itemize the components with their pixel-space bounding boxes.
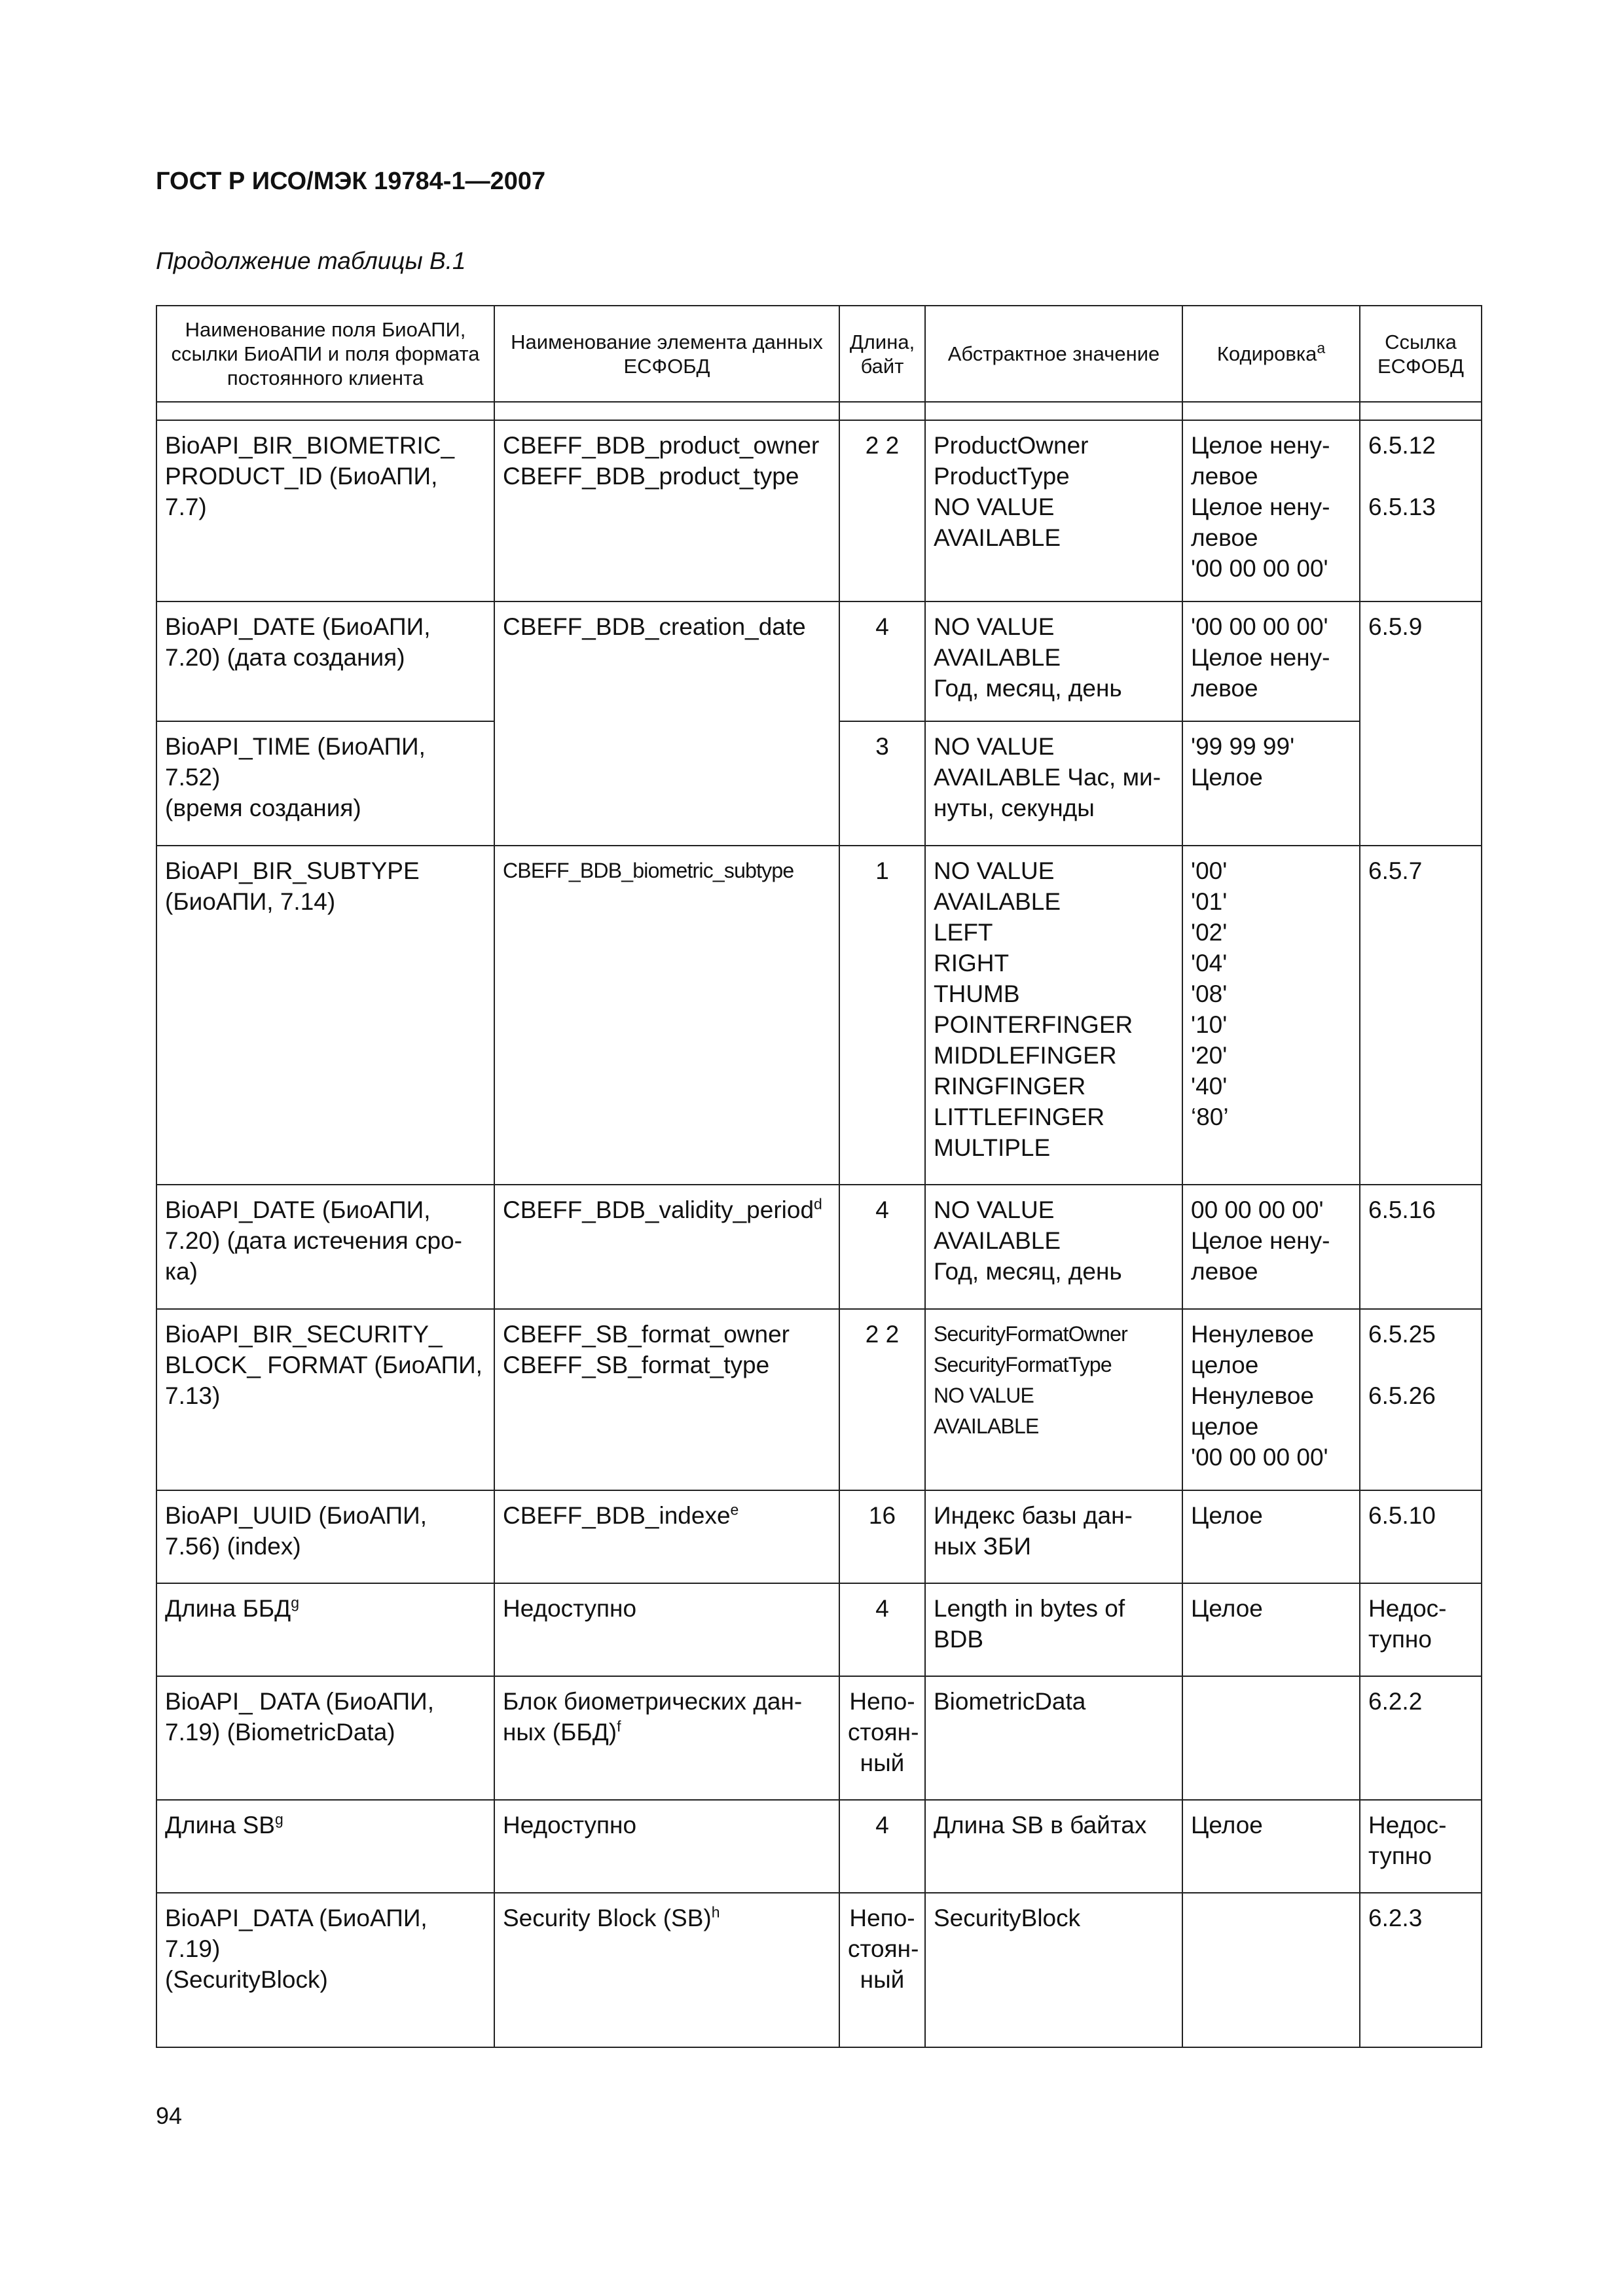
cell-field: BioAPI_BIR_SECURITY_ BLOCK_ FORMAT (БиоАПИ, 7.13): [156, 1309, 494, 1490]
table-row: [156, 1490, 1482, 1583]
cell-field-text: Длина SB: [165, 1812, 275, 1839]
cell-encoding: Ненулевое целое Ненулевое целое '00 00 00 00': [1182, 1309, 1360, 1490]
cell-field: BioAPI_UUID (БиоАПИ, 7.56) (index): [156, 1490, 494, 1583]
cell-field: BioAPI_DATA (БиоАПИ, 7.19) (SecurityBlock): [156, 1893, 494, 2047]
table-row: [156, 1893, 1482, 2047]
table-row: [156, 1583, 1482, 1676]
col-header-value: Абстрактное значение: [925, 306, 1182, 402]
col-header-field: Наименование поля БиоАПИ, ссылки БиоАПИ и поля формата постоянного клиента: [156, 306, 494, 402]
table-row: [156, 601, 1482, 721]
col-header-encoding-label: Кодировка: [1216, 342, 1317, 365]
footnote-mark: e: [730, 1501, 739, 1518]
cell-field: BioAPI_TIME (БиоАПИ, 7.52) (время создания): [156, 721, 494, 846]
cell-field: BioAPI_DATE (БиоАПИ, 7.20) (дата создания): [156, 601, 494, 721]
table-row: [156, 1185, 1482, 1309]
cell-encoding: [1182, 1893, 1360, 2047]
cell-ref: 6.5.25 6.5.26: [1360, 1309, 1482, 1490]
cell-encoding: '00 00 00 00' Целое нену- левое: [1182, 601, 1360, 721]
table-row: [156, 1800, 1482, 1893]
table-row: [156, 1676, 1482, 1800]
cell-ref: 6.5.12 6.5.13: [1360, 420, 1482, 601]
cell-value: Length in bytes of BDB: [925, 1583, 1182, 1676]
cell-encoding: Целое: [1182, 1490, 1360, 1583]
cell-length: Непо- стоян- ный: [839, 1893, 925, 2047]
cell-element: CBEFF_BDB_creation_date: [494, 601, 839, 846]
encoding-footnote-mark: a: [1317, 339, 1326, 357]
cell-length: 4: [839, 1583, 925, 1676]
cell-field: BioAPI_ DATA (БиоАПИ, 7.19) (BiometricData): [156, 1676, 494, 1800]
cell-value: SecurityBlock: [925, 1893, 1182, 2047]
cell-length: Непо- стоян- ный: [839, 1676, 925, 1800]
cell-value: NO VALUE AVAILABLE Час, ми- нуты, секунды: [925, 721, 1182, 846]
cell-value: NO VALUE AVAILABLE Год, месяц, день: [925, 601, 1182, 721]
cell-length: 4: [839, 601, 925, 721]
cell-field: [156, 1583, 494, 1676]
spacer-cell: [839, 402, 925, 420]
cell-value: Длина SB в байтах: [925, 1800, 1182, 1893]
cell-element-text: Блок биометрических дан- ных (ББД): [503, 1688, 803, 1746]
footnote-mark: d: [814, 1195, 822, 1213]
table-header-row: [156, 306, 1482, 402]
table-row: [156, 1309, 1482, 1490]
page-number: 94: [156, 2102, 183, 2129]
cell-value: SecurityFormatOwner SecurityFormatType NO VALUE AVAILABLE: [925, 1309, 1182, 1490]
cell-field: BioAPI_BIR_BIOMETRIC_ PRODUCT_ID (БиоАПИ, 7.7): [156, 420, 494, 601]
cell-element: [494, 1490, 839, 1583]
cell-encoding: 00 00 00 00' Целое нену- левое: [1182, 1185, 1360, 1309]
col-header-encoding: [1182, 306, 1360, 402]
cell-length: 4: [839, 1800, 925, 1893]
cell-encoding: [1182, 1676, 1360, 1800]
cell-length: 1: [839, 846, 925, 1185]
cell-ref: 6.2.2: [1360, 1676, 1482, 1800]
cell-element: CBEFF_BDB_biometric_subtype: [494, 846, 839, 1185]
cell-field: BioAPI_BIR_SUBTYPE (БиоАПИ, 7.14): [156, 846, 494, 1185]
cell-value: NO VALUE AVAILABLE Год, месяц, день: [925, 1185, 1182, 1309]
cell-field-text: Длина ББД: [165, 1595, 291, 1622]
cell-element: Недоступно: [494, 1800, 839, 1893]
cell-encoding: Целое нену- левое Целое нену- левое '00 00 00 00': [1182, 420, 1360, 601]
cell-value: ProductOwner ProductType NO VALUE AVAILABLE: [925, 420, 1182, 601]
spacer-cell: [494, 402, 839, 420]
cell-ref: 6.2.3: [1360, 1893, 1482, 2047]
cell-ref: 6.5.16: [1360, 1185, 1482, 1309]
cell-ref: 6.5.10: [1360, 1490, 1482, 1583]
cell-value: NO VALUE AVAILABLE LEFT RIGHT THUMB POINTERFINGER MIDDLEFINGER RINGFINGER LITTLEFINGER MULTIPLE: [925, 846, 1182, 1185]
cell-length: 3: [839, 721, 925, 846]
cell-element-text: CBEFF_BDB_indexe: [503, 1502, 731, 1529]
footnote-mark: h: [711, 1903, 720, 1921]
cell-length: 16: [839, 1490, 925, 1583]
footnote-mark: f: [617, 1717, 621, 1735]
document-header: ГОСТ Р ИСО/МЭК 19784-1—2007: [156, 168, 546, 195]
cell-length: 2 2: [839, 420, 925, 601]
cell-length: 4: [839, 1185, 925, 1309]
cell-length: 2 2: [839, 1309, 925, 1490]
spacer-cell: [925, 402, 1182, 420]
cell-ref: 6.5.7: [1360, 846, 1482, 1185]
cell-field: BioAPI_DATE (БиоАПИ, 7.20) (дата истечения сро- ка): [156, 1185, 494, 1309]
footnote-mark: g: [274, 1810, 283, 1828]
cell-encoding: Целое: [1182, 1583, 1360, 1676]
cell-ref: Недос- тупно: [1360, 1800, 1482, 1893]
table-caption: Продолжение таблицы В.1: [156, 247, 466, 274]
cell-element: Недоступно: [494, 1583, 839, 1676]
cell-field: [156, 1800, 494, 1893]
data-table: [156, 305, 1482, 2048]
cell-element: CBEFF_BDB_product_owner CBEFF_BDB_product_type: [494, 420, 839, 601]
cell-encoding: Целое: [1182, 1800, 1360, 1893]
cell-ref: Недос- тупно: [1360, 1583, 1482, 1676]
spacer-cell: [1182, 402, 1360, 420]
footnote-mark: g: [291, 1594, 300, 1611]
table-row: [156, 420, 1482, 601]
cell-element: [494, 1185, 839, 1309]
col-header-length: Длина, байт: [839, 306, 925, 402]
spacer-cell: [1360, 402, 1482, 420]
cell-encoding: '00' '01' '02' '04' '08' '10' '20' '40' ‘80’: [1182, 846, 1360, 1185]
cell-encoding: '99 99 99' Целое: [1182, 721, 1360, 846]
cell-element: [494, 1893, 839, 2047]
cell-element: CBEFF_SB_format_owner CBEFF_SB_format_type: [494, 1309, 839, 1490]
header-spacer-row: [156, 402, 1482, 420]
spacer-cell: [156, 402, 494, 420]
col-header-ref: Ссылка ЕСФОБД: [1360, 306, 1482, 402]
cell-value: BiometricData: [925, 1676, 1182, 1800]
cell-ref: 6.5.9: [1360, 601, 1482, 846]
col-header-element: Наименование элемента данных ЕСФОБД: [494, 306, 839, 402]
cell-element: [494, 1676, 839, 1800]
cell-element-text: CBEFF_BDB_validity_period: [503, 1196, 814, 1223]
table-row: [156, 846, 1482, 1185]
cell-element-text: Security Block (SB): [503, 1905, 712, 1931]
cell-value: Индекс базы дан- ных ЗБИ: [925, 1490, 1182, 1583]
